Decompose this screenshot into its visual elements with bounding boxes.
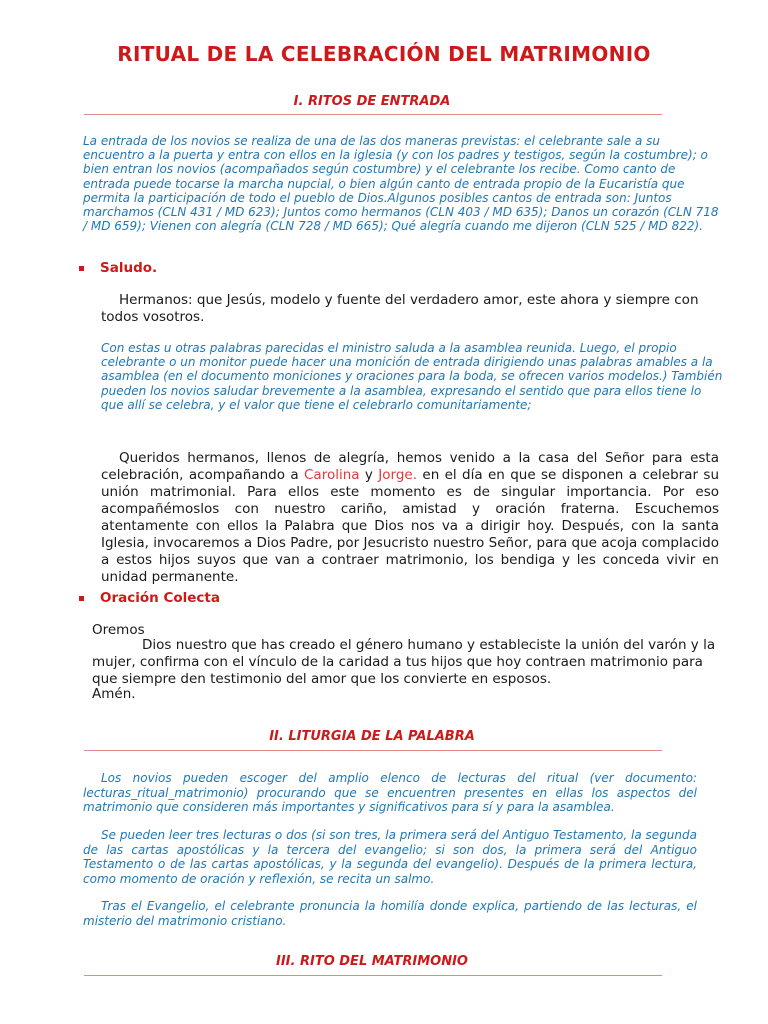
liturgy-paragraph-2-text: Se pueden leer tres lecturas o dos (si son tres, la primera será del Antiguo Testamento, la segunda de las cartas apostólicas y la tercera del evangelio; si son dos, la primera será del Antiguo Testamento o de las cartas apostólicas, y la segunda del evangelio). Después de la primera lectura, como momento de oración y reflexión, se recita un salmo. <box>83 828 697 886</box>
greeting-content: Hermanos: que Jesús, modelo y fuente del verdadero amor, este ahora y siempre con todos vosotros. <box>101 292 699 325</box>
bullet-icon <box>79 596 84 601</box>
monition-part1: Queridos hermanos, llenos de alegría, hemos venido a la casa del Señor para esta celebración, acompañando a <box>101 450 719 483</box>
groom-name: Jorge. <box>378 467 418 483</box>
liturgy-paragraph-1-text: Los novios pueden escoger del amplio elenco de lecturas del ritual (ver documento: lecturas_ritual_matrimonio) procurando que se encuentren presentes en ellas los aspectos del matrimonio que consideren más importantes y significativos para sí y para la asamblea. <box>83 771 697 815</box>
bullet-icon <box>79 266 84 271</box>
greeting-text <box>101 292 711 326</box>
liturgy-paragraph-1 <box>83 771 697 815</box>
liturgy-paragraph-3 <box>83 899 697 928</box>
bride-name: Carolina <box>304 467 360 483</box>
page-title: RITUAL DE LA CELEBRACIÓN DEL MATRIMONIO <box>117 42 651 66</box>
collect-prayer <box>92 637 718 688</box>
monition-part2: en el día en que se disponen a celebrar su unión matrimonial. Para ellos este momento es de singular importancia. Por eso acompañémoslos con nuestro cariño, amistad y oración fraterna. Escuchemos atentamente con ellos la Palabra que Dios nos va a dirigir hoy. Después, con la santa Iglesia, invocaremos a Dios Padre, por Jesucristo nuestro Señor, para que acoja complacido a estos hijos suyos que van a contraer matrimonio, los bendiga y les conceda vivir en unidad permanente. <box>101 467 720 585</box>
conjunction: y <box>364 467 373 483</box>
section-divider <box>84 750 662 751</box>
oremos-text: Oremos <box>92 622 145 638</box>
section-heading-ritos-de-entrada: I. RITOS DE ENTRADA <box>293 94 451 109</box>
section-divider <box>84 975 662 976</box>
liturgy-paragraph-3-text: Tras el Evangelio, el celebrante pronuncia la homilía donde explica, partiendo de las lecturas, el misterio del matrimonio cristiano. <box>83 899 697 928</box>
entrance-instructions: La entrada de los novios se realiza de una de las dos maneras previstas: el celebrante sale a su encuentro a la puerta y entra con ellos en la iglesia (y con los padres y testigos, según la costumbre); o bien entran los novios (acompañados según costumbre) y el celebrante los recibe. Como canto de entrada puede tocarse la marcha nupcial, o bien algún canto de entrada propio de la Eucaristía que permita la participación de todo el pueblo de Dios.Algunos posibles cantos de entrada son: Juntos marchamos (CLN 431 / MD 623); Juntos como hermanos (CLN 403 / MD 635); Danos un corazón (CLN 718 / MD 659); Vienen con alegría (CLN 728 / MD 665); Qué alegría cuando me dijeron (CLN 525 / MD 822). <box>83 134 719 234</box>
amen-text: Amén. <box>92 686 136 702</box>
section-heading-rito-matrimonio: III. RITO DEL MATRIMONIO <box>276 954 468 969</box>
subheading-saludo: Saludo. <box>100 260 158 276</box>
section-heading-liturgia: II. LITURGIA DE LA PALABRA <box>269 729 475 744</box>
section-divider <box>84 114 662 115</box>
liturgy-paragraph-2 <box>83 828 697 886</box>
subheading-oracion-colecta: Oración Colecta <box>100 590 220 606</box>
monition-text <box>101 450 719 586</box>
collect-prayer-content: Dios nuestro que has creado el género humano y estableciste la unión del varón y la mujer, confirma con el vínculo de la caridad a tus hijos que hoy contraen matrimonio para que siempre den testimonio del amor que los convierte en esposos. <box>92 637 716 687</box>
greeting-note: Con estas u otras palabras parecidas el ministro saluda a la asamblea reunida. Luego, el propio celebrante o un monitor puede hacer una monición de entrada dirigiendo unas palabras amables a la asamblea (en el documento moniciones y oraciones para la boda, se ofrecen varios modelos.) También pueden los novios saludar brevemente a la asamblea, expresando el sentido que para ellos tiene lo que allí se celebra, y el valor que tiene el celebrarlo comunitariamente; <box>101 341 723 412</box>
